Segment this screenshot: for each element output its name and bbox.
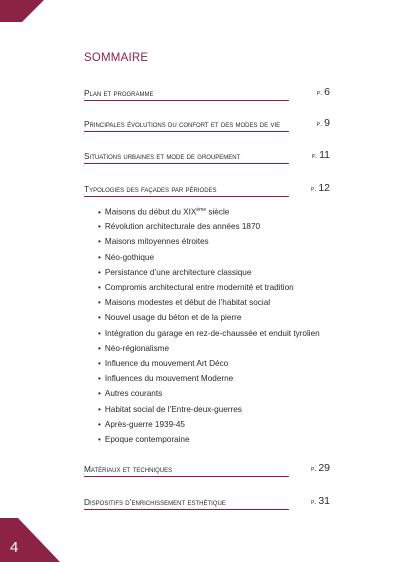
corner-decoration-bottom (0, 518, 60, 562)
toc-sub-item[interactable] (98, 283, 358, 292)
page-number-value: 11 (319, 149, 330, 161)
page-prefix: p. (310, 464, 317, 473)
bullet-icon: • (98, 207, 101, 217)
superscript: ème (196, 207, 207, 213)
toc-entry-page (317, 86, 330, 98)
toc-sub-item-text: Persistance d’une architecture classique (104, 267, 252, 277)
bullet-icon: • (98, 222, 101, 232)
page-number-value: 31 (318, 495, 330, 507)
toc-entry-label (84, 497, 289, 513)
corner-decoration-top (0, 0, 44, 22)
bullet-icon: • (98, 237, 101, 247)
toc-entry-text: Principales évolutions du confort et des modes de vie (84, 119, 289, 132)
bullet-icon: • (98, 343, 101, 353)
toc-sub-item-text: Habitat social de l’Entre-deux-guerres (104, 404, 242, 414)
page-prefix: p. (316, 88, 323, 97)
toc-sub-item[interactable] (98, 313, 358, 322)
toc-entry-label (84, 88, 289, 104)
page-number: 4 (10, 539, 19, 556)
toc-sub-item[interactable] (98, 329, 358, 338)
toc-sub-item-text: Néo-gothique (104, 252, 155, 262)
toc-sub-item[interactable] (98, 222, 358, 231)
toc-sub-item[interactable] (98, 253, 358, 262)
toc-entry-label (84, 151, 289, 167)
toc-entry-text: Dispositifs d’enrichissement esthétique (84, 497, 289, 510)
toc-sub-item[interactable] (98, 207, 358, 217)
page-prefix: p. (311, 151, 318, 160)
toc-sub-item[interactable] (98, 359, 358, 368)
toc-entry-label (84, 464, 289, 480)
bullet-icon: • (98, 252, 101, 262)
toc-sub-item-text: Révolution architecturale des années 1870 (104, 222, 261, 232)
toc-sub-item-text: Influences du mouvement Moderne (104, 374, 234, 384)
page-prefix: p. (316, 119, 323, 128)
bullet-icon: • (98, 267, 101, 277)
bullet-icon: • (98, 389, 101, 399)
toc-sub-item[interactable] (98, 298, 358, 307)
toc-sub-item-text: Intégration du garage en rez-de-chaussée et enduit tyrolien (104, 328, 320, 338)
toc-sub-item[interactable] (98, 420, 358, 429)
toc-sub-item[interactable] (98, 268, 358, 277)
bullet-icon: • (98, 435, 101, 444)
toc-entry-page (311, 462, 330, 474)
page-number-value: 12 (318, 182, 330, 194)
toc-sub-item-text: Maisons modestes et début de l’habitat social (104, 298, 271, 308)
bullet-icon: • (98, 283, 101, 292)
toc-sub-item-text: Epoque contemporaine (104, 435, 190, 444)
page-number-tab (0, 518, 60, 562)
toc-sub-item[interactable] (98, 405, 358, 414)
page-title: SOMMAIRE (84, 52, 149, 64)
toc-entry-page (317, 117, 330, 129)
toc-sub-item[interactable] (98, 344, 358, 353)
page-prefix: p. (310, 184, 317, 193)
bullet-icon: • (98, 328, 101, 338)
bullet-icon: • (98, 359, 101, 368)
toc-sub-item[interactable] (98, 435, 358, 444)
bullet-icon: • (98, 419, 101, 429)
toc-sub-item[interactable] (98, 389, 358, 398)
toc-sub-item[interactable] (98, 237, 358, 246)
bullet-icon: • (98, 374, 101, 384)
toc-entry-text: Plan et programme (84, 88, 289, 101)
page-number-value: 6 (324, 86, 330, 98)
toc-sub-item-text: Maisons mitoyennes étroites (104, 237, 209, 247)
toc-sub-item-text: Influence du mouvement Art Déco (104, 359, 229, 368)
page-number-value: 9 (324, 117, 330, 129)
page-number-value: 29 (318, 462, 330, 474)
toc-entry-text: Matériaux et techniques (84, 464, 289, 477)
bullet-icon: • (98, 298, 101, 308)
toc-sub-item-text: Après-guerre 1939-45 (104, 419, 185, 429)
toc-sub-item-text: Nouvel usage du béton et de la pierre (104, 313, 242, 323)
toc-sub-item-text: Néo-régionalisme (104, 343, 170, 353)
toc-sub-item-text: Maisons du début du XIX (104, 207, 197, 217)
toc-entry-page (311, 182, 330, 194)
page-prefix: p. (310, 497, 317, 506)
toc-entry-text: Situations urbaines et mode de groupement (84, 151, 289, 164)
toc-sub-item-text: Compromis architectural entre modernité et tradition (104, 283, 294, 292)
toc-sub-item[interactable] (98, 374, 358, 383)
toc-sub-item-text-suffix: siècle (206, 207, 230, 217)
toc-entry-text: Typologies des façades par périodes (84, 184, 289, 197)
toc-entry-label (84, 184, 289, 200)
toc-entry-page (312, 149, 330, 161)
bullet-icon: • (98, 404, 101, 414)
bullet-icon: • (98, 313, 101, 323)
toc-entry-page (311, 495, 330, 507)
toc-entry-label (84, 119, 289, 135)
toc-sub-item-text: Autres courants (104, 389, 163, 399)
